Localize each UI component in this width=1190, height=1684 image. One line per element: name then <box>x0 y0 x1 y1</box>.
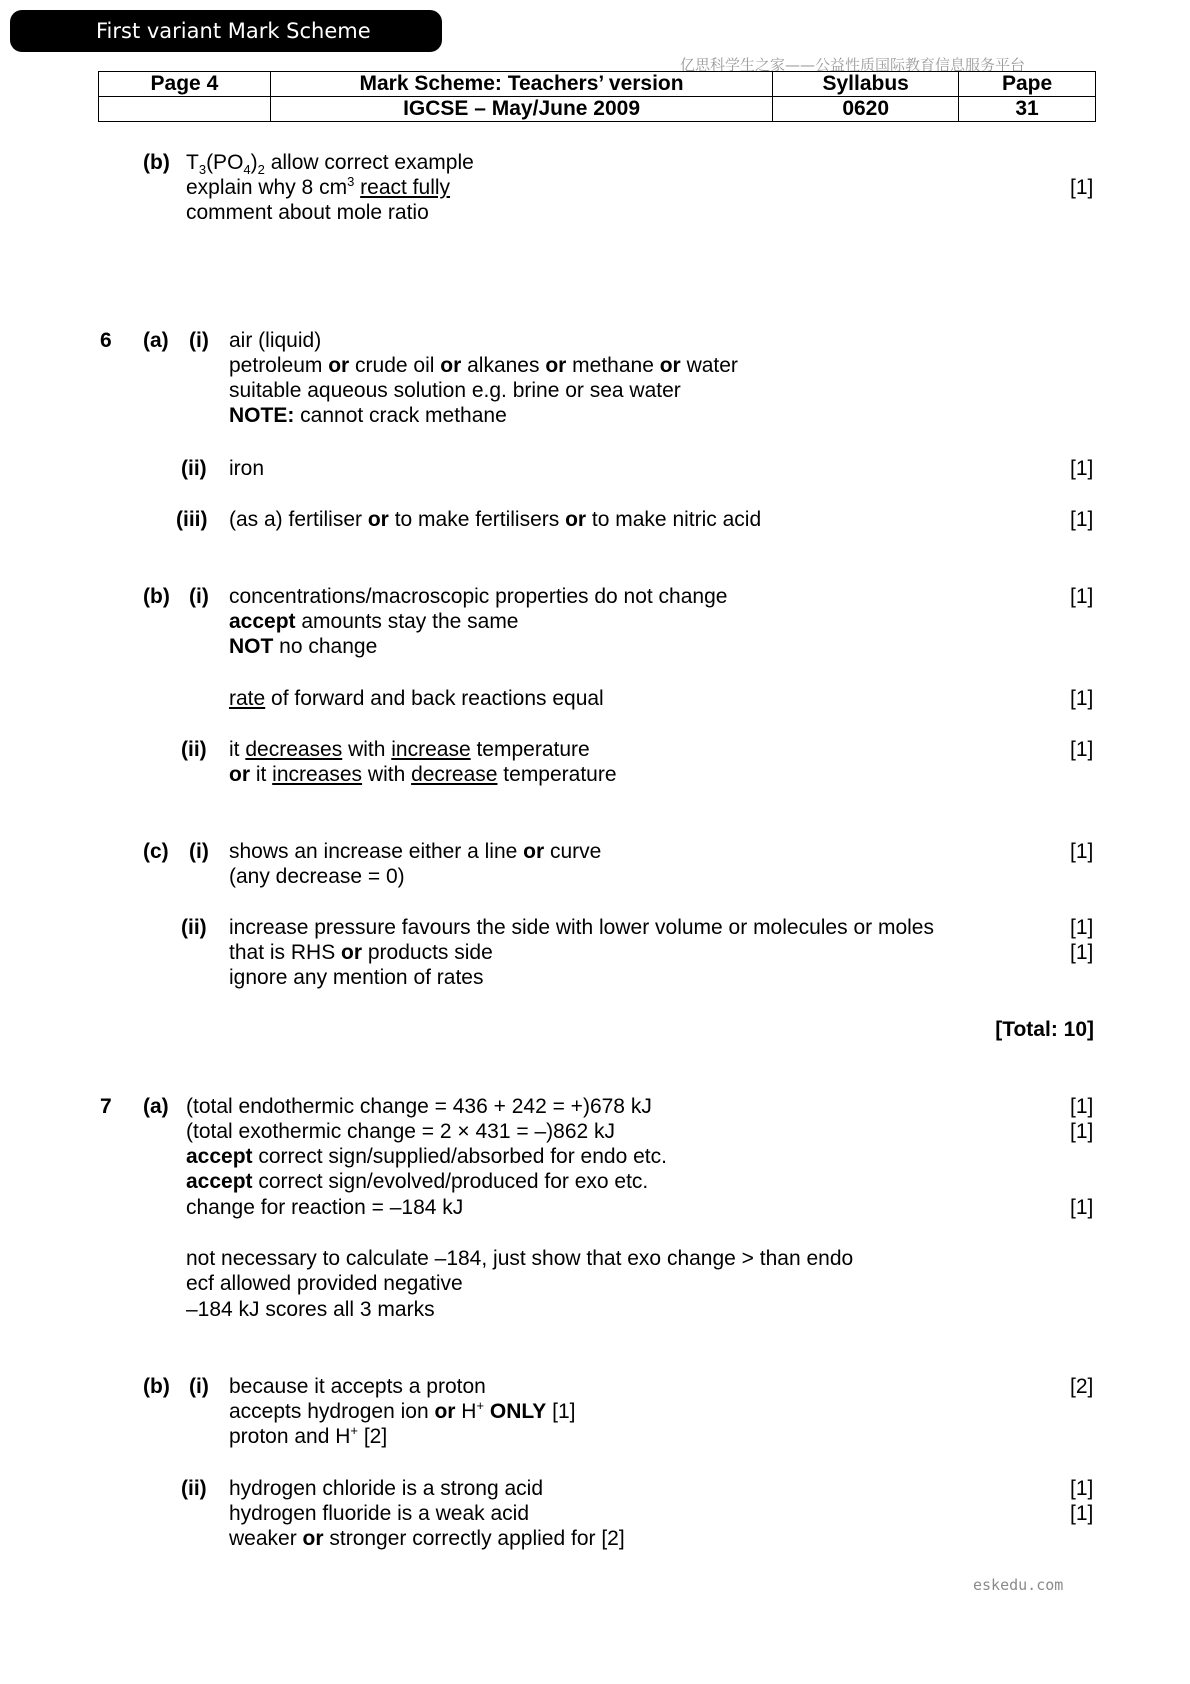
formula-sub: 4 <box>243 162 251 178</box>
formula-sub: 3 <box>198 162 207 178</box>
watermark-text: 亿思科学生之家——公益性质国际教育信息服务平台 <box>680 56 1026 74</box>
q7a-line7: ecf allowed provided negative <box>186 1272 463 1295</box>
q6bii-line1 <box>229 737 590 763</box>
only-keyword: ONLY <box>484 1400 547 1423</box>
text: correct sign/evolved/produced for exo etc. <box>252 1170 649 1193</box>
text: accepts hydrogen ion <box>229 1400 435 1423</box>
text: cannot crack methane <box>294 404 507 427</box>
page-number: Page 4 <box>99 72 271 97</box>
underlined-text: react fully <box>360 176 451 199</box>
syllabus-code: 0620 <box>773 97 959 122</box>
document-title: Mark Scheme: Teachers’ version <box>270 72 772 97</box>
text: it <box>229 738 246 761</box>
q6aiii-label: (iii) <box>176 508 208 531</box>
formula-part: ) <box>250 151 258 174</box>
mark: [1] <box>1070 840 1094 863</box>
mark: [1] <box>1070 916 1094 939</box>
superscript: + <box>476 1398 485 1413</box>
underlined-text: increases <box>272 763 363 786</box>
text: with <box>342 738 392 761</box>
mark: [1] <box>1070 1196 1094 1219</box>
mark: [1] <box>1070 508 1094 531</box>
formula-part: (PO <box>206 151 244 174</box>
underlined-text: increase <box>391 738 471 761</box>
text: [1] <box>546 1400 576 1423</box>
q7a-label: (a) <box>143 1095 169 1118</box>
q7bi-line3 <box>229 1424 387 1450</box>
q7a-line1: (total endothermic change = 436 + 242 = +)678 kJ <box>186 1095 652 1118</box>
underlined-text: decrease <box>411 763 498 786</box>
text: to make nitric acid <box>586 508 762 531</box>
q6bii-label: (ii) <box>181 738 207 761</box>
q6cii-line3: ignore any mention of rates <box>229 966 484 989</box>
mark: [1] <box>1070 687 1094 710</box>
underlined-text: decreases <box>245 738 343 761</box>
or-keyword: or <box>229 763 250 786</box>
superscript: 3 <box>347 174 355 189</box>
mark: [1] <box>1070 1095 1094 1118</box>
text: weaker <box>229 1527 303 1550</box>
accept-keyword: accept <box>186 1170 253 1193</box>
note-keyword: NOTE: <box>229 404 295 427</box>
mark: [1] <box>1070 1120 1094 1143</box>
q6aii-text: iron <box>229 457 265 480</box>
mark: [2] <box>1070 1375 1094 1398</box>
q6ai-line2 <box>229 353 738 379</box>
or-keyword: or <box>434 1400 456 1423</box>
q6ai-note <box>229 403 507 429</box>
text: explain why 8 cm <box>186 176 348 199</box>
or-keyword: or <box>545 354 567 377</box>
or-keyword: or <box>367 508 389 531</box>
footer-watermark: eskedu.com <box>973 1576 1064 1594</box>
q7bi-line1: because it accepts a proton <box>229 1375 486 1398</box>
text: stronger correctly applied for [2] <box>323 1527 625 1550</box>
q6ci-label: (i) <box>189 840 209 863</box>
text: no change <box>273 635 378 658</box>
q6bi-line1: concentrations/macroscopic properties do not change <box>229 585 728 608</box>
q7a-line3 <box>186 1144 667 1170</box>
header-table <box>98 71 1096 122</box>
q7bii-label: (ii) <box>181 1477 207 1500</box>
accept-keyword: accept <box>186 1145 253 1168</box>
q6aiii-text <box>229 507 761 533</box>
text: it <box>250 763 273 786</box>
accept-keyword: accept <box>229 610 296 633</box>
paper-code: 31 <box>959 97 1096 122</box>
q6aii-label: (ii) <box>181 457 207 480</box>
q7bi-label: (i) <box>189 1375 209 1398</box>
q6bii-line2 <box>229 762 617 788</box>
q6bi-label: (i) <box>189 585 209 608</box>
text: alkanes <box>461 354 546 377</box>
formula-text: allow correct example <box>264 151 474 174</box>
q7a-line2: (total exothermic change = 2 × 431 = –)862 kJ <box>186 1120 616 1143</box>
or-keyword: or <box>440 354 462 377</box>
mark: [1] <box>1070 176 1094 199</box>
q6bi-not <box>229 634 377 660</box>
or-keyword: or <box>565 508 587 531</box>
q6cii-label: (ii) <box>181 916 207 939</box>
mark: [1] <box>1070 1477 1094 1500</box>
text: amounts stay the same <box>295 610 519 633</box>
q6cii-line2 <box>229 940 493 966</box>
text: [2] <box>358 1425 388 1448</box>
text: to make fertilisers <box>388 508 566 531</box>
text: with <box>362 763 412 786</box>
paper-label: Pape <box>959 72 1096 97</box>
or-keyword: or <box>302 1527 324 1550</box>
text: of forward and back reactions equal <box>265 687 604 710</box>
q6ai-line3: suitable aqueous solution e.g. brine or sea water <box>229 379 681 402</box>
text: temperature <box>470 738 590 761</box>
q7a-line8: –184 kJ scores all 3 marks <box>186 1298 435 1321</box>
q5b-line3: comment about mole ratio <box>186 201 429 224</box>
text: H <box>455 1400 477 1423</box>
q7bi-line2 <box>229 1399 576 1425</box>
formula-part: T <box>186 151 199 174</box>
variant-banner: First variant Mark Scheme <box>10 10 442 52</box>
text: shows an increase either a line <box>229 840 524 863</box>
or-keyword: or <box>523 840 545 863</box>
q7bii-line2: hydrogen fluoride is a weak acid <box>229 1502 530 1525</box>
mark: [1] <box>1070 1502 1094 1525</box>
q6ci-line1 <box>229 839 601 865</box>
q6ci-line2: (any decrease = 0) <box>229 865 405 888</box>
text: proton and H <box>229 1425 351 1448</box>
mark: [1] <box>1070 941 1094 964</box>
text: water <box>680 354 738 377</box>
q6-total: [Total: 10] <box>995 1018 1094 1041</box>
q7bii-line1: hydrogen chloride is a strong acid <box>229 1477 544 1500</box>
text: (as a) fertiliser <box>229 508 368 531</box>
q6-number: 6 <box>100 329 112 352</box>
text: products side <box>362 941 493 964</box>
empty-cell <box>99 97 271 122</box>
q6a-label: (a) <box>143 329 169 352</box>
q5b-formula-line <box>186 150 474 176</box>
or-keyword: or <box>328 354 350 377</box>
text: petroleum <box>229 354 329 377</box>
q6bi-accept <box>229 609 519 635</box>
mark: [1] <box>1070 585 1094 608</box>
q6ai-label: (i) <box>189 329 209 352</box>
q7a-line5: change for reaction = –184 kJ <box>186 1196 464 1219</box>
text: that is RHS <box>229 941 342 964</box>
q7a-line6: not necessary to calculate –184, just show that exo change > than endo <box>186 1247 854 1270</box>
text: temperature <box>497 763 617 786</box>
q7bii-line3 <box>229 1526 625 1552</box>
text: correct sign/supplied/absorbed for endo etc. <box>252 1145 667 1168</box>
text: crude oil <box>349 354 441 377</box>
underlined-text: rate <box>229 687 266 710</box>
formula-sub: 2 <box>257 162 265 178</box>
q6ai-line1: air (liquid) <box>229 329 322 352</box>
mark: [1] <box>1070 457 1094 480</box>
q6b-label: (b) <box>143 585 170 608</box>
q6bi-rate <box>229 686 604 712</box>
superscript: + <box>350 1423 359 1438</box>
text: methane <box>566 354 660 377</box>
q5b-line2 <box>186 175 450 201</box>
syllabus-label: Syllabus <box>773 72 959 97</box>
q6c-label: (c) <box>143 840 169 863</box>
q5b-label: (b) <box>143 151 170 174</box>
or-keyword: or <box>659 354 681 377</box>
q6cii-line1: increase pressure favours the side with lower volume or molecules or moles <box>229 916 934 939</box>
q7a-line4 <box>186 1169 648 1195</box>
text: curve <box>544 840 602 863</box>
q7b-label: (b) <box>143 1375 170 1398</box>
q7-number: 7 <box>100 1095 112 1118</box>
mark: [1] <box>1070 738 1094 761</box>
or-keyword: or <box>341 941 363 964</box>
not-keyword: NOT <box>229 635 274 658</box>
exam-session: IGCSE – May/June 2009 <box>270 97 772 122</box>
